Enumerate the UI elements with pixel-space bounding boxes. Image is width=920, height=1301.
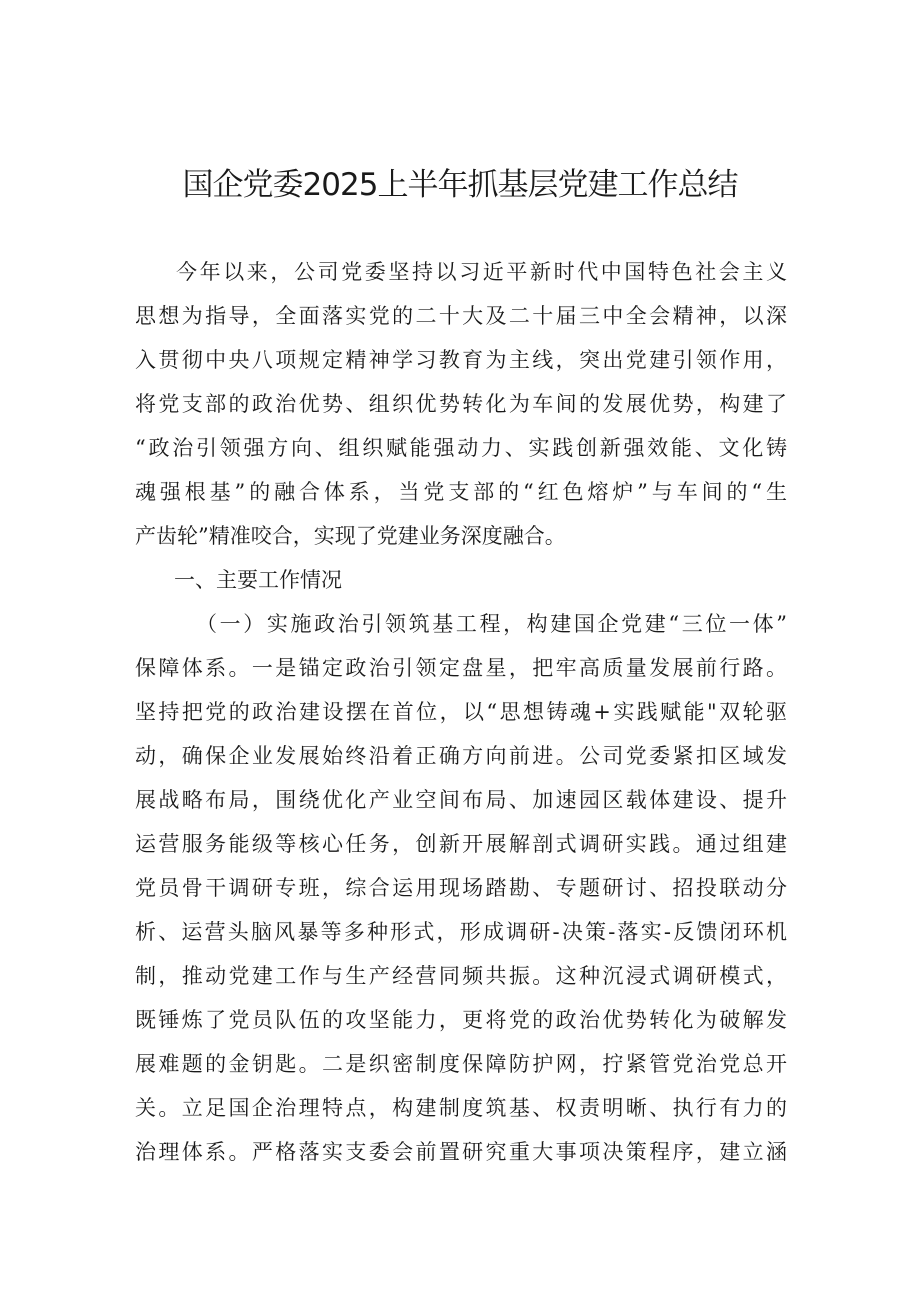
paragraph-line: 展难题的金钥匙。二是织密制度保障防护网，拧紧管党治党总开 [135,1052,787,1076]
paragraph-line: 将党支部的政治优势、组织优势转化为车间的发展优势，构建了 [135,392,787,416]
paragraph-line: 思想为指导，全面落实党的二十大及二十届三中全会精神，以深 [135,304,787,328]
paragraph-line: 既锤炼了党员队伍的攻坚能力，更将党的政治优势转化为破解发 [135,1008,787,1032]
paragraph-line: “政治引领强方向、组织赋能强动力、实践创新强效能、文化铸 [135,436,787,460]
paragraph-line: 析、运营头脑风暴等多种形式，形成调研-决策-落实-反馈闭环机 [135,920,787,944]
paragraph-line: 入贯彻中央八项规定精神学习教育为主线，突出党建引领作用， [135,348,787,372]
paragraph-line: 制，推动党建工作与生产经营同频共振。这种沉浸式调研模式， [135,964,787,988]
paragraph-line: 保障体系。一是锚定政治引领定盘星，把牢高质量发展前行路。 [135,656,787,680]
paragraph-line: 治理体系。严格落实支委会前置研究重大事项决策程序，建立涵 [135,1140,787,1164]
paragraph-line: 产齿轮”精准咬合，实现了党建业务深度融合。 [135,524,566,548]
document-title: 国企党委2025上半年抓基层党建工作总结 [182,167,738,203]
paragraph-line: 关。立足国企治理特点，构建制度筑基、权责明晰、执行有力的 [135,1096,787,1120]
paragraph-line: 魂强根基”的融合体系，当党支部的“红色熔炉”与车间的“生 [135,480,787,504]
paragraph-line: 动，确保企业发展始终沿着正确方向前进。公司党委紧扣区域发 [135,744,787,768]
paragraph-line: 今年以来，公司党委坚持以习近平新时代中国特色社会主义 [176,260,787,284]
paragraph-line: 党员骨干调研专班，综合运用现场踏勘、专题研讨、招投联动分 [135,876,787,900]
paragraph-line: 运营服务能级等核心任务，创新开展解剖式调研实践。通过组建 [135,832,787,856]
section-heading: 一、主要工作情况 [174,568,342,592]
subsection-heading: （一）实施政治引领筑基工程，构建国企党建“三位一体” [196,612,787,636]
paragraph-line: 展战略布局，围绕优化产业空间布局、加速园区载体建设、提升 [135,788,787,812]
paragraph-line: 坚持把党的政治建设摆在首位，以“思想铸魂+实践赋能"双轮驱 [135,700,787,724]
